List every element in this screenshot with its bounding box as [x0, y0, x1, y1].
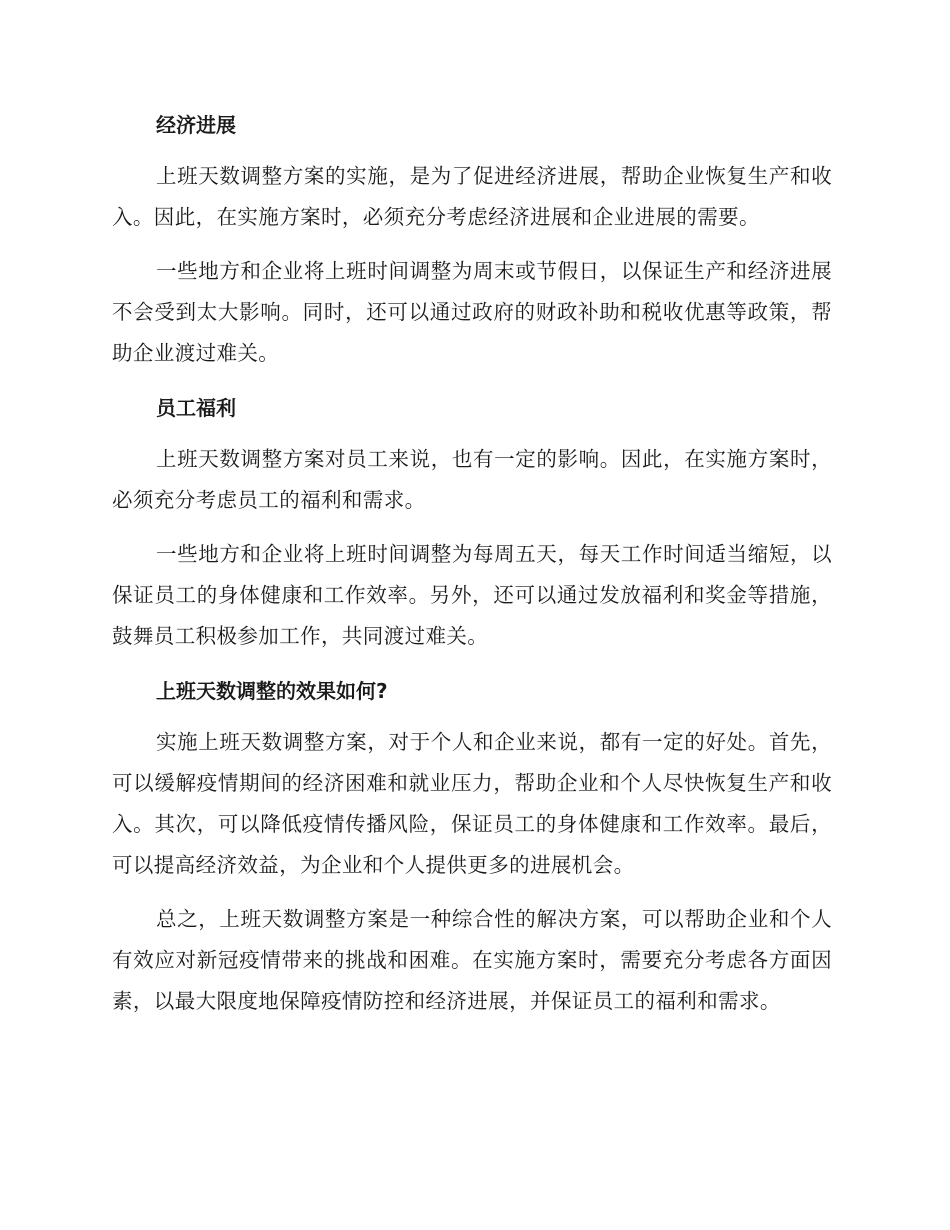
paragraph: 一些地方和企业将上班时间调整为周末或节假日，以保证生产和经济进展不会受到太大影响。同时，还可以通过政府的财政补助和税收优惠等政策，帮助企业渡过难关。	[112, 259, 832, 365]
paragraph: 实施上班天数调整方案，对于个人和企业来说，都有一定的好处。首先，可以缓解疫情期间的经济困难和就业压力，帮助企业和个人尽快恢复生产和收入。其次，可以降低疫情传播风险，保证员工的身体健康和工作效率。最后，可以提高经济效益，为企业和个人提供更多的进展机会。	[112, 730, 832, 877]
section-heading-employee-welfare: 员工福利	[156, 396, 236, 420]
paragraph: 上班天数调整方案对员工来说，也有一定的影响。因此，在实施方案时，必须充分考虑员工的福利和需求。	[112, 447, 832, 512]
document-body	[112, 104, 832, 1035]
paragraph: 一些地方和企业将上班时间调整为每周五天，每天工作时间适当缩短，以保证员工的身体健康和工作效率。另外，还可以通过发放福利和奖金等措施，鼓舞员工积极参加工作，共同渡过难关。	[112, 542, 832, 648]
paragraph: 上班天数调整方案的实施，是为了促进经济进展，帮助企业恢复生产和收入。因此，在实施方案时，必须充分考虑经济进展和企业进展的需要。	[112, 164, 832, 229]
paragraph: 总之，上班天数调整方案是一种综合性的解决方案，可以帮助企业和个人有效应对新冠疫情带来的挑战和困难。在实施方案时，需要充分考虑各方面因素，以最大限度地保障疫情防控和经济进展，并保证员工的福利和需求。	[112, 907, 832, 1013]
section-heading-economy: 经济进展	[156, 113, 236, 137]
section-heading-effect: 上班天数调整的效果如何?	[156, 679, 388, 703]
